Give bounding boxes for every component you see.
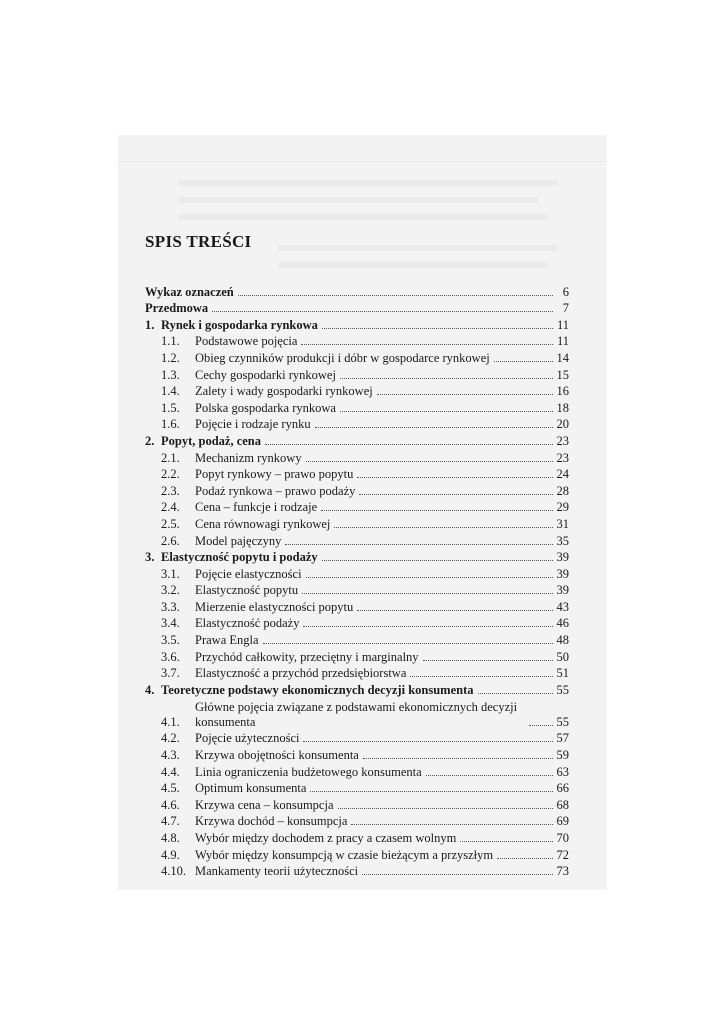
toc-section-row[interactable] [145, 482, 569, 499]
toc-entry-number: 1.6. [161, 417, 180, 432]
bleed-through-line [178, 214, 548, 220]
dot-leader [322, 328, 553, 329]
page-title: SPIS TREŚCI [145, 232, 252, 251]
toc-entry-title: Elastyczność popytu i podaży [161, 550, 318, 565]
toc-page-number: 55 [556, 682, 569, 697]
dot-leader [265, 444, 553, 445]
toc-entry-number: 2.3. [161, 483, 180, 498]
toc-entry-title: Pojęcie użyteczności [195, 731, 300, 746]
toc-entry-number: 3. [145, 550, 155, 565]
toc-entry-number: 1.1. [161, 334, 180, 349]
dot-leader [310, 791, 552, 792]
toc-entry-title: Elastyczność podaży [195, 616, 300, 631]
bleed-through-line [278, 262, 548, 268]
toc-section-row[interactable] [145, 796, 569, 813]
dot-leader [494, 361, 553, 362]
toc-page-number: 70 [556, 831, 569, 845]
dot-leader [285, 544, 552, 545]
toc-entry-title: Cechy gospodarki rynkowej [195, 367, 336, 382]
toc-page-number: 73 [556, 864, 569, 879]
dot-leader [426, 775, 553, 776]
toc-entry-number: 4.4. [161, 764, 180, 779]
dot-leader [238, 295, 553, 296]
toc-entry-title: Elastyczność popytu [195, 583, 299, 598]
toc-entry-number: 4.1. [161, 714, 180, 729]
toc-section-row[interactable] [145, 863, 569, 880]
toc-entry-title: Wybór między konsumpcją w czasie bieżącym a przyszłym [195, 847, 494, 862]
toc-entry-title: Krzywa cena – konsumpcja [195, 797, 334, 812]
toc-section-row[interactable] [145, 466, 569, 483]
toc-page-number: 66 [556, 781, 569, 796]
dot-leader [497, 858, 552, 859]
toc-entry-title: Prawa Engla [195, 633, 259, 648]
dot-leader [362, 874, 552, 875]
dot-leader [212, 311, 553, 312]
toc-page-number: 39 [556, 583, 569, 598]
toc-section-row[interactable] [145, 648, 569, 665]
toc-entry-number: 2.6. [161, 533, 180, 548]
dot-leader [460, 841, 552, 842]
toc-section-row[interactable] [145, 665, 569, 682]
toc-page-number: 69 [556, 814, 569, 829]
toc-page-number: 35 [556, 533, 569, 548]
dot-leader [357, 610, 552, 611]
dot-leader [359, 494, 552, 495]
dot-leader [315, 427, 553, 428]
toc-section-row[interactable] [145, 532, 569, 549]
toc-section-row[interactable] [145, 846, 569, 863]
toc-entry-title: Krzywa obojętności konsumenta [195, 748, 359, 763]
dot-leader [302, 593, 552, 594]
toc-entry-title: Popyt, podaż, cena [161, 433, 261, 448]
dot-leader [423, 660, 553, 661]
toc-entry-number: 2.2. [161, 467, 180, 482]
toc-entry-number: 2.1. [161, 450, 180, 465]
toc-entry-number: 1. [145, 317, 155, 332]
toc-entry-title: Pojęcie i rodzaje rynku [195, 417, 311, 432]
toc-entry-title: Elastyczność a przychód przedsiębiorstwa [195, 666, 407, 681]
toc-page-number: 18 [556, 400, 569, 415]
toc-entry-number: 3.5. [161, 633, 180, 648]
toc-page-number: 57 [556, 731, 569, 746]
toc-page-number: 68 [556, 797, 569, 812]
toc-entry-number: 1.4. [161, 384, 180, 399]
toc-page-number: 48 [556, 633, 569, 648]
toc-page-number: 59 [556, 748, 569, 763]
toc-entry-number: 1.2. [161, 350, 180, 365]
dot-leader [306, 461, 553, 462]
toc-entry-number: 1.5. [161, 400, 180, 415]
toc-entry-number: 4.7. [161, 814, 180, 829]
toc-entry-title: Cena równowagi rynkowej [195, 516, 331, 531]
toc-entry-title: Krzywa dochód – konsumpcja [195, 814, 348, 829]
toc-entry-title: Obieg czynników produkcji i dóbr w gospodarce rynkowej [195, 350, 490, 365]
toc-page-number: 51 [556, 666, 569, 681]
table-of-contents [145, 283, 569, 879]
toc-entry-title: Mechanizm rynkowy [195, 450, 302, 465]
toc-section-row[interactable] [145, 366, 569, 383]
toc-page-number: 20 [556, 417, 569, 432]
dot-leader [301, 344, 553, 345]
toc-entry-title: Linia ograniczenia budżetowego konsumenta [195, 764, 422, 779]
toc-entry-title: Wybór między dochodem z pracy a czasem wolnym [195, 831, 457, 845]
toc-entry-title: Cena – funkcje i rodzaje [195, 500, 318, 515]
dot-leader [340, 411, 553, 412]
toc-page-number: 63 [556, 764, 569, 779]
toc-chapter-row[interactable] [145, 432, 569, 449]
dot-leader [334, 527, 552, 528]
toc-section-row[interactable] [145, 349, 569, 366]
dot-leader [478, 693, 553, 694]
toc-entry-title: Popyt rynkowy – prawo popytu [195, 467, 354, 482]
bleed-through-line [178, 180, 558, 186]
toc-entry-title: Podaż rynkowa – prawo podaży [195, 483, 356, 498]
toc-entry-title: Mierzenie elastyczności popytu [195, 599, 354, 614]
toc-page-number: 50 [556, 649, 569, 664]
toc-chapter-row[interactable] [145, 300, 569, 317]
dot-leader [338, 808, 553, 809]
bleed-through-line [278, 245, 558, 251]
toc-page-number: 43 [556, 599, 569, 614]
toc-page-number: 55 [556, 714, 569, 729]
toc-section-row[interactable] [145, 763, 569, 780]
toc-section-row[interactable] [145, 746, 569, 763]
toc-entry-title: Główne pojęcia związane z podstawami ekonomicznych decyzji konsumenta [195, 699, 518, 729]
toc-section-row[interactable] [145, 582, 569, 599]
toc-entry-number: 3.2. [161, 583, 180, 598]
toc-section-row[interactable] [145, 565, 569, 582]
toc-entry-number: 2.4. [161, 500, 180, 515]
toc-page-number: 15 [556, 367, 569, 382]
toc-entry-number: 4.2. [161, 731, 180, 746]
toc-section-row[interactable] [145, 615, 569, 632]
toc-entry-number: 3.7. [161, 666, 180, 681]
toc-entry-title: Model pajęczyny [195, 533, 282, 548]
toc-entry-number: 3.1. [161, 566, 180, 581]
toc-entry-title: Wykaz oznaczeń [145, 284, 234, 299]
toc-section-row[interactable] [145, 383, 569, 400]
dot-leader [322, 560, 553, 561]
toc-chapter-row[interactable] [145, 681, 569, 698]
dot-leader [410, 676, 552, 677]
toc-entry-title: Teoretyczne podstawy ekonomicznych decyzji konsumenta [161, 682, 474, 697]
toc-entry-title: Pojęcie elastyczności [195, 566, 302, 581]
toc-section-row[interactable] [145, 829, 569, 846]
toc-section-row[interactable] [145, 598, 569, 615]
toc-section-row[interactable] [145, 499, 569, 516]
toc-chapter-row[interactable] [145, 549, 569, 566]
toc-entry-number: 2. [145, 433, 155, 448]
toc-section-row[interactable] [145, 631, 569, 648]
toc-section-row[interactable] [145, 780, 569, 797]
toc-page-number: 28 [556, 483, 569, 498]
toc-entry-number: 4.10. [161, 864, 186, 879]
toc-page-number: 29 [556, 500, 569, 515]
dot-leader [306, 577, 553, 578]
toc-entry-number: 3.6. [161, 649, 180, 664]
toc-entry-title: Zalety i wady gospodarki rynkowej [195, 384, 373, 399]
toc-section-row[interactable] [145, 813, 569, 830]
dot-leader [303, 626, 552, 627]
dot-leader [363, 758, 553, 759]
toc-entry-number: 3.4. [161, 616, 180, 631]
bleed-through-header [118, 147, 607, 162]
toc-page-number: 24 [556, 467, 569, 482]
toc-page-number: 14 [556, 350, 569, 365]
bleed-through-line [178, 197, 538, 203]
toc-section-row[interactable] [145, 515, 569, 532]
toc-section-row[interactable] [145, 698, 569, 730]
dot-leader [340, 378, 553, 379]
toc-entry-number: 1.3. [161, 367, 180, 382]
toc-entry-title: Przychód całkowity, przeciętny i marginalny [195, 649, 419, 664]
toc-chapter-row[interactable] [145, 316, 569, 333]
toc-page-number: 39 [556, 566, 569, 581]
toc-page-number: 16 [556, 384, 569, 399]
toc-entry-title: Rynek i gospodarka rynkowa [161, 317, 318, 332]
toc-section-row[interactable] [145, 333, 569, 350]
toc-entry-number: 2.5. [161, 516, 180, 531]
document-page [118, 135, 607, 890]
toc-section-row[interactable] [145, 730, 569, 747]
dot-leader [351, 824, 552, 825]
toc-page-number: 23 [556, 433, 569, 448]
toc-page-number: 11 [556, 317, 569, 332]
toc-entry-title: Mankamenty teorii użyteczności [195, 864, 359, 879]
toc-chapter-row[interactable] [145, 283, 569, 300]
toc-entry-number: 3.3. [161, 599, 180, 614]
toc-entry-number: 4.6. [161, 797, 180, 812]
toc-entry-title: Przedmowa [145, 301, 209, 316]
toc-page-number: 31 [556, 516, 569, 531]
dot-leader [529, 725, 553, 726]
toc-entry-number: 4.9. [161, 847, 180, 862]
dot-leader [303, 741, 552, 742]
dot-leader [357, 477, 552, 478]
dot-leader [321, 510, 552, 511]
toc-page-number: 7 [562, 301, 569, 316]
toc-entry-title: Polska gospodarka rynkowa [195, 400, 336, 415]
toc-section-row[interactable] [145, 416, 569, 433]
toc-entry-title: Optimum konsumenta [195, 781, 307, 796]
toc-page-number: 72 [556, 847, 569, 862]
toc-page-number: 6 [562, 284, 569, 299]
toc-page-number: 23 [556, 450, 569, 465]
toc-entry-title: Podstawowe pojęcia [195, 334, 298, 349]
toc-page-number: 39 [556, 550, 569, 565]
toc-entry-number: 4.8. [161, 831, 180, 845]
dot-leader [263, 643, 553, 644]
toc-section-row[interactable] [145, 399, 569, 416]
toc-page-number: 46 [556, 616, 569, 631]
toc-entry-number: 4.3. [161, 748, 180, 763]
dot-leader [377, 394, 553, 395]
toc-section-row[interactable] [145, 449, 569, 466]
toc-page-number: 11 [556, 334, 569, 349]
toc-entry-number: 4. [145, 682, 155, 697]
toc-entry-number: 4.5. [161, 781, 180, 796]
